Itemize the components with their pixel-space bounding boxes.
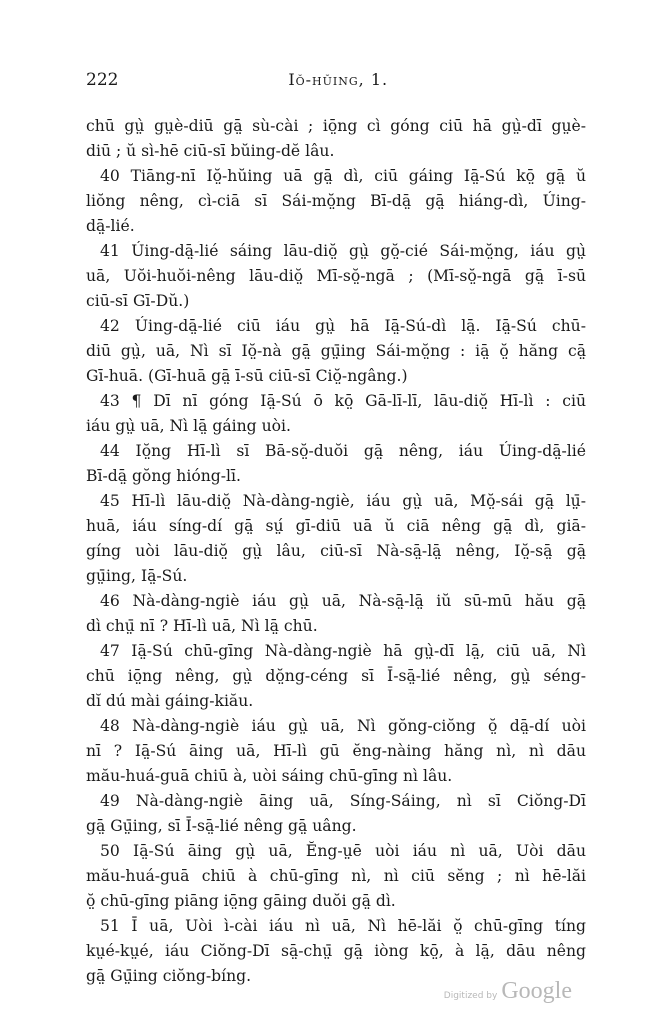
text-line: iáu gṳ̀ uā, Nì lā̤ gáing uòi. bbox=[86, 417, 291, 435]
text-line: ciū-sī Gī-Dŭ.) bbox=[86, 292, 190, 310]
text-line: dā̤-lié. bbox=[86, 217, 135, 235]
text-line: nī ? Iā̤-Sú āing uā, Hī-lì gū ĕng-nàing hăng nì, nì dāu bbox=[86, 742, 586, 760]
text-line: mău-huá-guā chiū à chū-gīng nì, nì ciū sĕng ; nì hē-lăi bbox=[86, 867, 586, 885]
verse-line-start: 50 Iā̤-Sú āing gṳ̀ uā, Ĕng-ṳē uòi iáu nì uā, Uòi dāu bbox=[100, 842, 586, 860]
verse-line-start: 40 Tiāng-nī Iŏ̤-hŭing uā gā̤ dì, ciū gáing Iā̤-Sú kō̤ gā̤ ŭ bbox=[100, 167, 586, 185]
page-header bbox=[86, 70, 586, 98]
verse-line-start: 48 Nà-dàng-ngiè iáu gṳ̀ uā, Nì gŏng-ciŏng ŏ̤ dā̤-dí uòi bbox=[100, 717, 586, 735]
text-line: gā̤ Gṳ̄ing, sī Ī-sā̤-lié nêng gā̤ uâng. bbox=[86, 817, 357, 835]
text-line: liŏng nêng, cì-ciā sī Sái-mŏ̤ng Bī-dā̤ gā̤ hiáng-dì, Úing- bbox=[86, 192, 586, 210]
text-line: kṳé-kṳé, iáu Ciŏng-Dī sā̤-chṳ̄ gā̤ iòng kō̤, à lā̤, dāu nêng bbox=[86, 942, 586, 960]
text-line: chū iō̤ng nêng, gṳ̀ dŏ̤ng-céng sī Ī-sā̤-lié nêng, gṳ̀ séng- bbox=[86, 667, 586, 685]
verse-line-start: 46 Nà-dàng-ngiè iáu gṳ̀ uā, Nà-sā̤-lā̤ iŭ sū-mū hău gā̤ bbox=[100, 592, 586, 610]
text-line: huā, iáu síng-dí gā̤ sṳ́ gī-diū uā ŭ ciā nêng gā̤ dì, giā- bbox=[86, 517, 586, 535]
verse-line-start: 49 Nà-dàng-ngiè āing uā, Síng-Sáing, nì sī Ciŏng-Dī bbox=[100, 792, 586, 810]
text-line: uā, Uŏi-huŏi-nêng lāu-diŏ̤ Mī-sŏ̤-ngā ; (Mī-sŏ̤-ngā gā̤ ī-sū bbox=[86, 267, 586, 285]
page bbox=[86, 70, 586, 989]
google-logo: Google bbox=[501, 978, 572, 1004]
verse-line-start: 45 Hī-lì lāu-diŏ̤ Nà-dàng-ngiè, iáu gṳ̀ uā, Mŏ̤-sái gā̤ lṳ̄- bbox=[100, 492, 586, 510]
text-line: ŏ̤ chū-gīng piāng iō̤ng gāing duŏi gā̤ dì. bbox=[86, 892, 396, 910]
scripture-text bbox=[86, 114, 586, 989]
text-line: diū gṳ̀, uā, Nì sī Iŏ̤-nà gā̤ gṳ̄ing Sái-mŏ̤ng : iā̤ ŏ̤ hăng cā̤ bbox=[86, 342, 586, 360]
running-title: Iŏ-hŭing, 1. bbox=[288, 70, 389, 89]
verse-line-start: 51 Ī uā, Uòi ì-cài iáu nì uā, Nì hē-lăi ŏ̤ chū-gīng tíng bbox=[100, 917, 586, 935]
verse-line-start: 43 ¶ Dī nī góng Iā̤-Sú ō kō̤ Gā-lī-lī, lāu-diŏ̤ Hī-lì : ciū bbox=[100, 392, 586, 410]
digitized-by-google-watermark bbox=[444, 978, 572, 1005]
text-line: Gī-huā. (Gī-huā gā̤ ī-sū ciū-sī Ciŏ̤-ngâng.) bbox=[86, 367, 408, 385]
text-line: diū ; ŭ sì-hē ciū-sī bŭing-dĕ lâu. bbox=[86, 142, 335, 160]
text-line: mău-huá-guā chiū à, uòi sáing chū-gīng nì lâu. bbox=[86, 767, 453, 785]
text-line: Bī-dā̤ gŏng hióng-lī. bbox=[86, 467, 241, 485]
page-number: 222 bbox=[86, 70, 119, 90]
text-line: gíng uòi lāu-diŏ̤ gṳ̀ lâu, ciū-sī Nà-sā̤-lā̤ nêng, Iŏ̤-sā̤ gā̤ bbox=[86, 542, 586, 560]
digitized-by-label: Digitized by bbox=[443, 991, 498, 1001]
text-line: dì chṳ̄ nī ? Hī-lì uā, Nì lā̤ chū. bbox=[86, 617, 318, 635]
text-line: gṳ̄ing, Iā̤-Sú. bbox=[86, 567, 188, 585]
verse-line-start: 47 Iā̤-Sú chū-gīng Nà-dàng-ngiè hā gṳ̀-dī lā̤, ciū uā, Nì bbox=[100, 642, 586, 660]
text-line: dĭ dú mài gáing-kiău. bbox=[86, 692, 254, 710]
verse-line-start: 41 Úing-dā̤-lié sáing lāu-diŏ̤ gṳ̀ gŏ̤-cié Sái-mŏ̤ng, iáu gṳ̀ bbox=[100, 242, 586, 260]
text-line: gā̤ Gṳ̄ing ciŏng-bíng. bbox=[86, 967, 252, 985]
text-line: chū gṳ̀ gṳè-diū gā̤ sù-cài ; iō̤ng cì góng ciū hā gṳ̀-dī gṳè- bbox=[86, 117, 586, 135]
verse-line-start: 42 Úing-dā̤-lié ciū iáu gṳ̀ hā Iā̤-Sú-dì lā̤. Iā̤-Sú chū- bbox=[100, 317, 586, 335]
verse-line-start: 44 Iŏ̤ng Hī-lì sī Bā-sŏ̤-duŏi gā̤ nêng, iáu Úing-dā̤-lié bbox=[100, 442, 586, 460]
